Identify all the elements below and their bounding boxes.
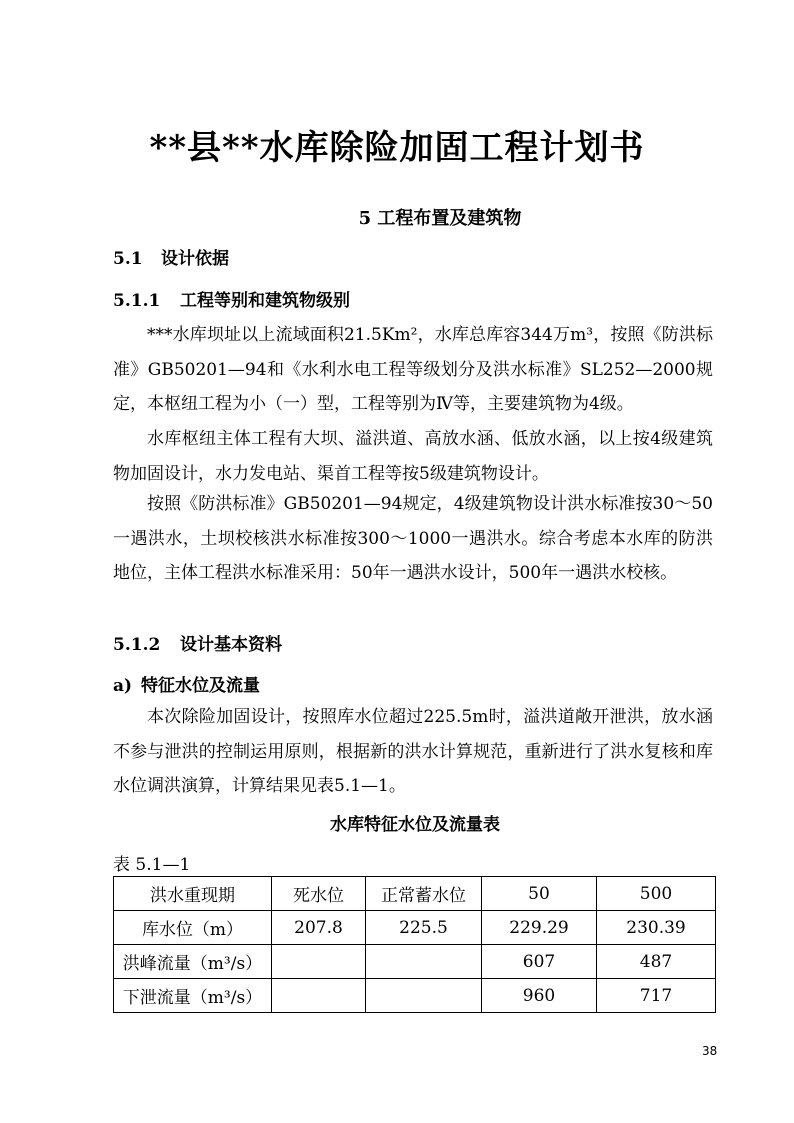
section-title: 设计依据 bbox=[161, 249, 229, 269]
subsection-title: 特征水位及流量 bbox=[141, 676, 260, 696]
table-cell: 225.5 bbox=[366, 911, 482, 945]
section-title: 设计基本资料 bbox=[180, 635, 282, 655]
section-heading-5-1-2 bbox=[113, 630, 282, 655]
table-cell bbox=[272, 945, 366, 979]
table-label: 表 5.1—1 bbox=[113, 855, 191, 875]
table-row bbox=[114, 945, 716, 979]
section-heading-5-1 bbox=[113, 244, 229, 269]
chapter-heading: 5 工程布置及建筑物 bbox=[358, 208, 522, 229]
table-cell: 500 bbox=[597, 877, 716, 911]
paragraph-flood-standard: 按照《防洪标准》GB50201—94规定，4级建筑物设计洪水标准按30～50一遇洪水，土坝校核洪水标准按300～1000一遇洪水。综合考虑本水库的防洪地位，主体工程洪水标准采用：50年一遇洪水设计，500年一遇洪水校核。 bbox=[113, 494, 713, 583]
table-row bbox=[114, 877, 716, 911]
table-title: 水库特征水位及流量表 bbox=[330, 815, 500, 835]
section-heading-5-1-1 bbox=[113, 286, 350, 311]
section-title: 工程等别和建筑物级别 bbox=[180, 291, 350, 311]
subsection-heading-a bbox=[113, 671, 260, 696]
section-number: 5.1.2 bbox=[113, 635, 161, 655]
table-cell: 死水位 bbox=[272, 877, 366, 911]
table-row bbox=[114, 979, 716, 1013]
table-cell: 487 bbox=[597, 945, 716, 979]
table-cell bbox=[272, 979, 366, 1013]
table-cell: 207.8 bbox=[272, 911, 366, 945]
table-cell bbox=[366, 979, 482, 1013]
section-number: 5.1 bbox=[113, 249, 143, 269]
table-cell: 229.29 bbox=[482, 911, 597, 945]
table-cell: 洪峰流量（m³/s） bbox=[114, 945, 272, 979]
table-cell: 正常蓄水位 bbox=[366, 877, 482, 911]
paragraph-flood-routing: 本次除险加固设计，按照库水位超过225.5m时，溢洪道敞开泄洪，放水涵不参与泄洪的控制运用原则，根据新的洪水计算规范，重新进行了洪水复核和库水位调洪演算，计算结果见表5.1—1。 bbox=[113, 707, 713, 796]
table-cell: 607 bbox=[482, 945, 597, 979]
table-cell: 230.39 bbox=[597, 911, 716, 945]
table-cell: 库水位（m） bbox=[114, 911, 272, 945]
table-cell: 50 bbox=[482, 877, 597, 911]
paragraph-grade-classification: ***水库坝址以上流域面积21.5Km²，水库总库容344万m³，按照《防洪标准》GB50201—94和《水利水电工程等级划分及洪水标准》SL252—2000规定，本枢纽工程为小（一）型，工程等别为Ⅳ等，主要建筑物为4级。 bbox=[113, 325, 713, 414]
table-cell: 洪水重现期 bbox=[114, 877, 272, 911]
subsection-number: a) bbox=[113, 676, 133, 696]
table-row bbox=[114, 911, 716, 945]
page-number: 38 bbox=[702, 1044, 718, 1058]
water-level-discharge-table bbox=[113, 876, 716, 1013]
table-cell: 960 bbox=[482, 979, 597, 1013]
table-cell bbox=[366, 945, 482, 979]
table-cell: 717 bbox=[597, 979, 716, 1013]
section-number: 5.1.1 bbox=[113, 291, 161, 311]
table-cell: 下泄流量（m³/s） bbox=[114, 979, 272, 1013]
document-title: **县**水库除险加固工程计划书 bbox=[149, 128, 645, 168]
paragraph-hub-works: 水库枢纽主体工程有大坝、溢洪道、高放水涵、低放水涵，以上按4级建筑物加固设计，水力发电站、渠首工程等按5级建筑物设计。 bbox=[113, 429, 713, 484]
